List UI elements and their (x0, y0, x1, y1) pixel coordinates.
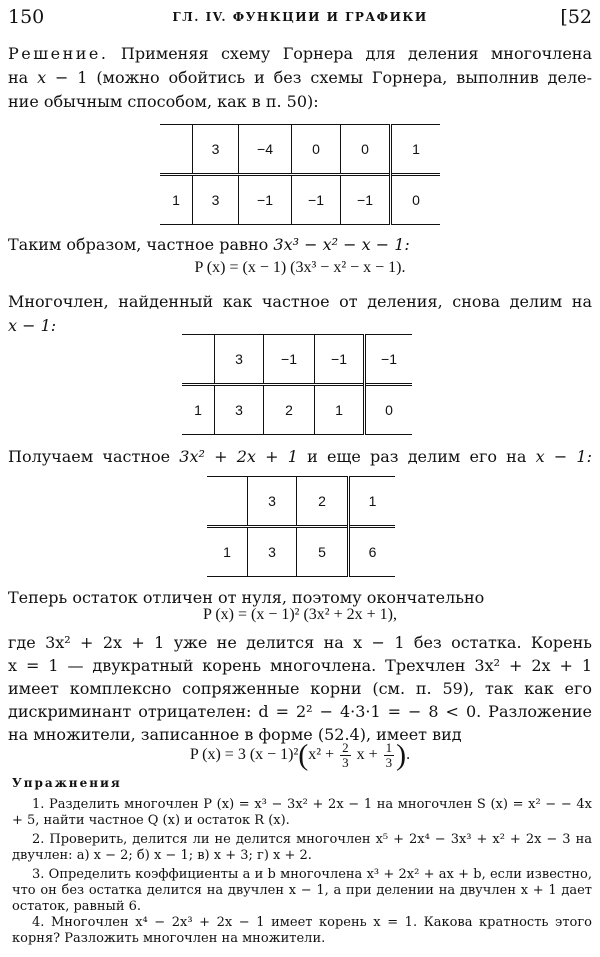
horner-table-3: 3 2 1 1 3 5 6 (207, 476, 395, 577)
exercise-2: 2. Проверить, делится ли не делится многочлен x⁵ + 2x⁴ − 3x³ + x² + 2x − 3 на двучлен: а) x − 2; б) x − 1; в) x + 3; г) x + 2. (12, 832, 592, 863)
conclusion-line-4: имеет комплексно сопряженные корни (см. п. 59), так как его (8, 679, 592, 698)
factorization-1: P (x) = (x − 1) (3x³ − x² − x − 1). (194, 259, 406, 276)
solution-line-1: Решение. Применяя схему Горнера для деления многочлена (8, 44, 593, 63)
fraction-one-third: $\frac{1}{3}$ (385, 739, 393, 770)
solution-line-2: на x − 1 (можно обойтись и без схемы Горнера, выполнив деле- (8, 68, 592, 87)
solution-label: Решение. (8, 44, 109, 63)
fraction-two-thirds: $\frac{2}{3}$ (342, 739, 349, 770)
chapter-title: ГЛ. IV. ФУНКЦИИ И ГРАФИКИ (172, 10, 428, 24)
section-number: [52 (560, 6, 592, 28)
page-number: 150 (8, 6, 45, 28)
solution-line-3: ние обычным способом, как в п. 50): (8, 92, 319, 111)
horner-table-1: 3 −4 0 0 1 1 3 −1 −1 −1 0 (160, 124, 440, 225)
third-division-line: Получаем частное 3x² + 2x + 1 и еще раз делим его на x − 1: (8, 447, 592, 466)
exercise-1: 1. Разделить многочлен P (x) = x³ − 3x² + 2x − 1 на многочлен S (x) = x² − − 4x + 5, найти частное Q (x) и остаток R (x). (12, 797, 592, 828)
divisor-expr: x (37, 68, 47, 87)
conclusion-line-1: Теперь остаток отличен от нуля, поэтому окончательно (8, 588, 485, 607)
final-factorization: P (x) = 3 (x − 1)²(x² + $\frac{2}{3}$ x + $\frac{1}{3}$ ). (189, 738, 411, 772)
conclusion-line-6: на множители, записанное в форме (52.4), имеет вид (8, 725, 462, 744)
conclusion-line-5: дискриминант отрицателен: d = 2² − 4·3·1 = − 8 < 0. Разложение (8, 702, 592, 721)
horner-table-2: 3 −1 −1 −1 1 3 2 1 0 (182, 334, 412, 435)
exercise-4: 4. Многочлен x⁴ − 2x³ + 2x − 1 имеет корень x = 1. Какова кратность этого корня? Разложить многочлен на множители. (12, 915, 592, 946)
exercise-3: 3. Определить коэффициенты a и b многочлена x³ + 2x² + ax + b, если известно, что он без остатка делится на двучлен x − 1, а при делении на двучлен x + 1 дает остаток, равный 6. (12, 867, 592, 914)
factorization-2: P (x) = (x − 1)² (3x² + 2x + 1), (203, 606, 397, 623)
conclusion-line-2: где 3x² + 2x + 1 уже не делится на x − 1 без остатка. Корень (8, 633, 592, 652)
second-division-line-1: Многочлен, найденный как частное от деления, снова делим на (8, 292, 592, 311)
quotient-line: Таким образом, частное равно 3x³ − x² − x − 1: (8, 235, 410, 254)
conclusion-line-3: x = 1 — двукратный корень многочлена. Трехчлен 3x² + 2x + 1 (8, 656, 592, 675)
second-division-line-2: x − 1: (8, 316, 57, 335)
exercises-heading: Упражнения (12, 776, 122, 790)
page-header (8, 6, 592, 32)
